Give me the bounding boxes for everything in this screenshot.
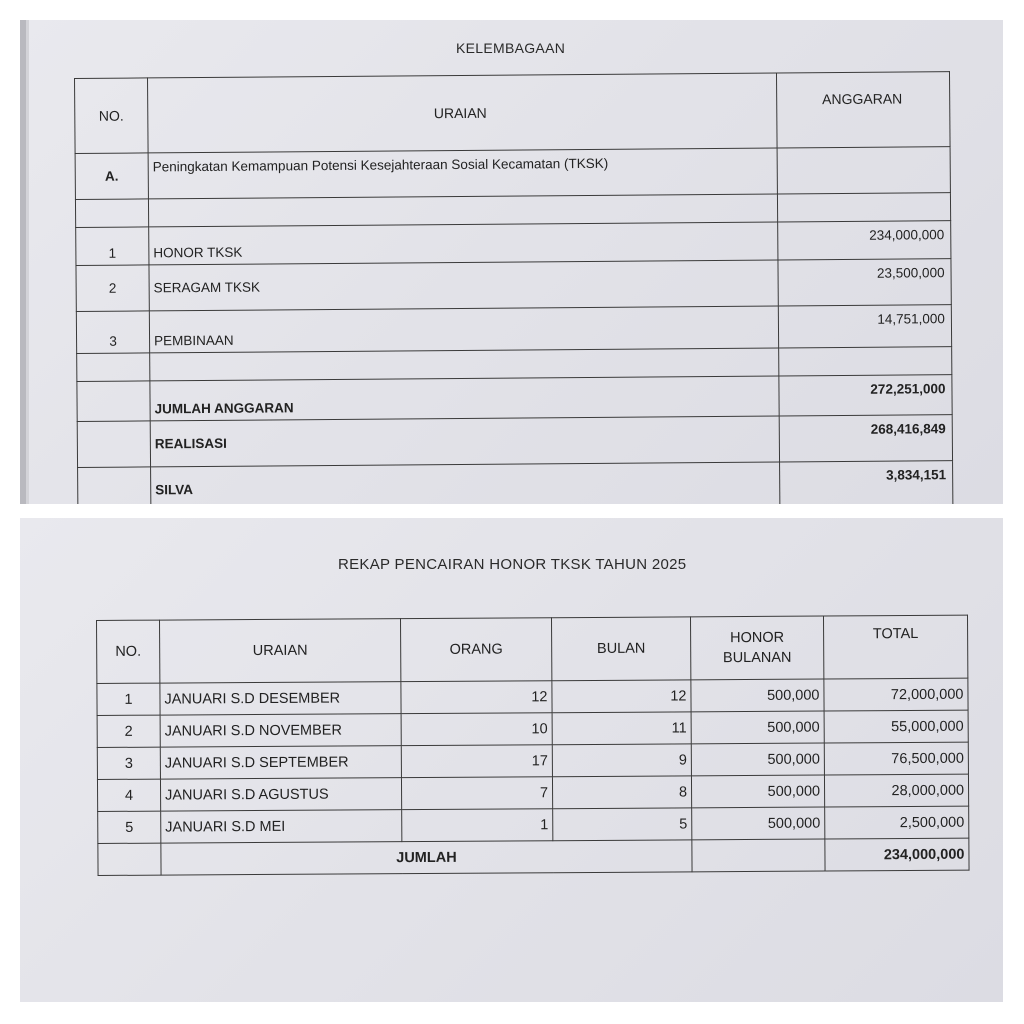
header-honor-line1: HONOR <box>730 629 785 647</box>
row-orang: 17 <box>401 745 552 778</box>
row-bulan: 11 <box>552 712 691 745</box>
table-row <box>97 678 968 715</box>
header-uraian: URAIAN <box>160 619 401 683</box>
row-no: 2 <box>97 715 160 747</box>
row-honor: 500,000 <box>691 743 824 776</box>
row-orang: 12 <box>401 681 552 714</box>
header-no: NO. <box>97 620 160 683</box>
section-no: A. <box>75 153 148 200</box>
row-uraian: HONOR TKSK <box>149 222 778 265</box>
rekap-table <box>96 615 970 876</box>
table-row <box>97 742 968 779</box>
header-uraian: URAIAN <box>148 73 778 153</box>
row-no: 2 <box>76 265 149 312</box>
row-uraian: JANUARI S.D SEPTEMBER <box>160 746 401 779</box>
table-row <box>76 259 951 312</box>
summary-row <box>77 415 952 468</box>
section-anggaran <box>777 147 950 194</box>
row-bulan: 5 <box>553 808 692 841</box>
kelembagaan-title: KELEMBAGAAN <box>456 40 566 56</box>
section-row <box>75 147 950 200</box>
row-total: 72,000,000 <box>824 678 968 711</box>
jumlah-label: JUMLAH <box>161 840 692 875</box>
header-row <box>75 72 951 154</box>
row-bulan: 9 <box>552 744 691 777</box>
row-honor: 500,000 <box>691 711 824 744</box>
header-no: NO. <box>75 78 149 154</box>
jumlah-no <box>98 843 161 875</box>
paper-edge-shadow <box>26 20 29 504</box>
summary-value: 268,416,849 <box>779 415 952 462</box>
summary-value: 272,251,000 <box>779 375 952 416</box>
row-anggaran: 14,751,000 <box>778 305 951 348</box>
header-bulan: BULAN <box>551 617 690 681</box>
row-no: 1 <box>76 227 149 266</box>
summary-label: REALISASI <box>150 416 779 467</box>
kelembagaan-photo <box>20 20 1003 504</box>
header-anggaran: ANGGARAN <box>776 72 950 148</box>
blank-cell <box>77 353 150 382</box>
row-no: 5 <box>98 811 161 843</box>
jumlah-total: 234,000,000 <box>825 838 969 871</box>
blank-cell <box>75 199 148 228</box>
jumlah-honor <box>692 839 825 872</box>
table-row <box>97 774 968 811</box>
row-no: 3 <box>76 311 149 354</box>
row-bulan: 12 <box>552 680 691 713</box>
row-orang: 7 <box>401 777 552 810</box>
blank-cell <box>779 347 952 376</box>
row-no: 1 <box>97 683 160 715</box>
kelembagaan-table <box>74 71 953 504</box>
header-orang: ORANG <box>400 618 551 682</box>
table-row <box>97 710 968 747</box>
row-uraian: PEMBINAAN <box>149 306 778 353</box>
row-no: 4 <box>97 779 160 811</box>
row-total: 76,500,000 <box>824 742 968 775</box>
summary-no <box>77 421 150 468</box>
table-row <box>76 305 951 354</box>
row-orang: 10 <box>401 713 552 746</box>
row-anggaran: 23,500,000 <box>778 259 951 306</box>
row-uraian: JANUARI S.D DESEMBER <box>160 682 401 715</box>
row-no: 3 <box>97 747 160 779</box>
rekap-title: REKAP PENCAIRAN HONOR TKSK TAHUN 2025 <box>338 556 687 573</box>
header-honor-line2: BULANAN <box>722 649 792 667</box>
rekap-photo <box>20 518 1003 1002</box>
row-uraian: JANUARI S.D AGUSTUS <box>160 778 401 811</box>
summary-label: SILVA <box>151 462 780 504</box>
row-honor: 500,000 <box>691 775 824 808</box>
row-uraian: JANUARI S.D NOVEMBER <box>160 714 401 747</box>
row-uraian: JANUARI S.D MEI <box>161 810 402 843</box>
summary-row <box>77 375 952 422</box>
row-honor: 500,000 <box>692 807 825 840</box>
header-total: TOTAL <box>823 615 967 679</box>
blank-cell <box>777 193 950 222</box>
row-orang: 1 <box>402 809 553 842</box>
header-row <box>97 615 968 683</box>
header-honor-bulanan <box>690 616 823 680</box>
summary-label: JUMLAH ANGGARAN <box>150 376 779 421</box>
summary-value: 3,834,151 <box>780 461 953 504</box>
row-uraian: SERAGAM TKSK <box>149 260 778 311</box>
row-anggaran: 234,000,000 <box>778 221 951 260</box>
summary-no <box>78 467 151 504</box>
row-bulan: 8 <box>552 776 691 809</box>
table-row <box>98 806 969 843</box>
row-total: 2,500,000 <box>825 806 969 839</box>
jumlah-row <box>98 838 969 875</box>
row-total: 28,000,000 <box>824 774 968 807</box>
summary-no <box>77 381 150 422</box>
summary-row <box>78 461 953 504</box>
row-total: 55,000,000 <box>824 710 968 743</box>
section-uraian: Peningkatan Kemampuan Potensi Kesejahteraan Sosial Kecamatan (TKSK) <box>148 148 777 199</box>
row-honor: 500,000 <box>691 679 824 712</box>
